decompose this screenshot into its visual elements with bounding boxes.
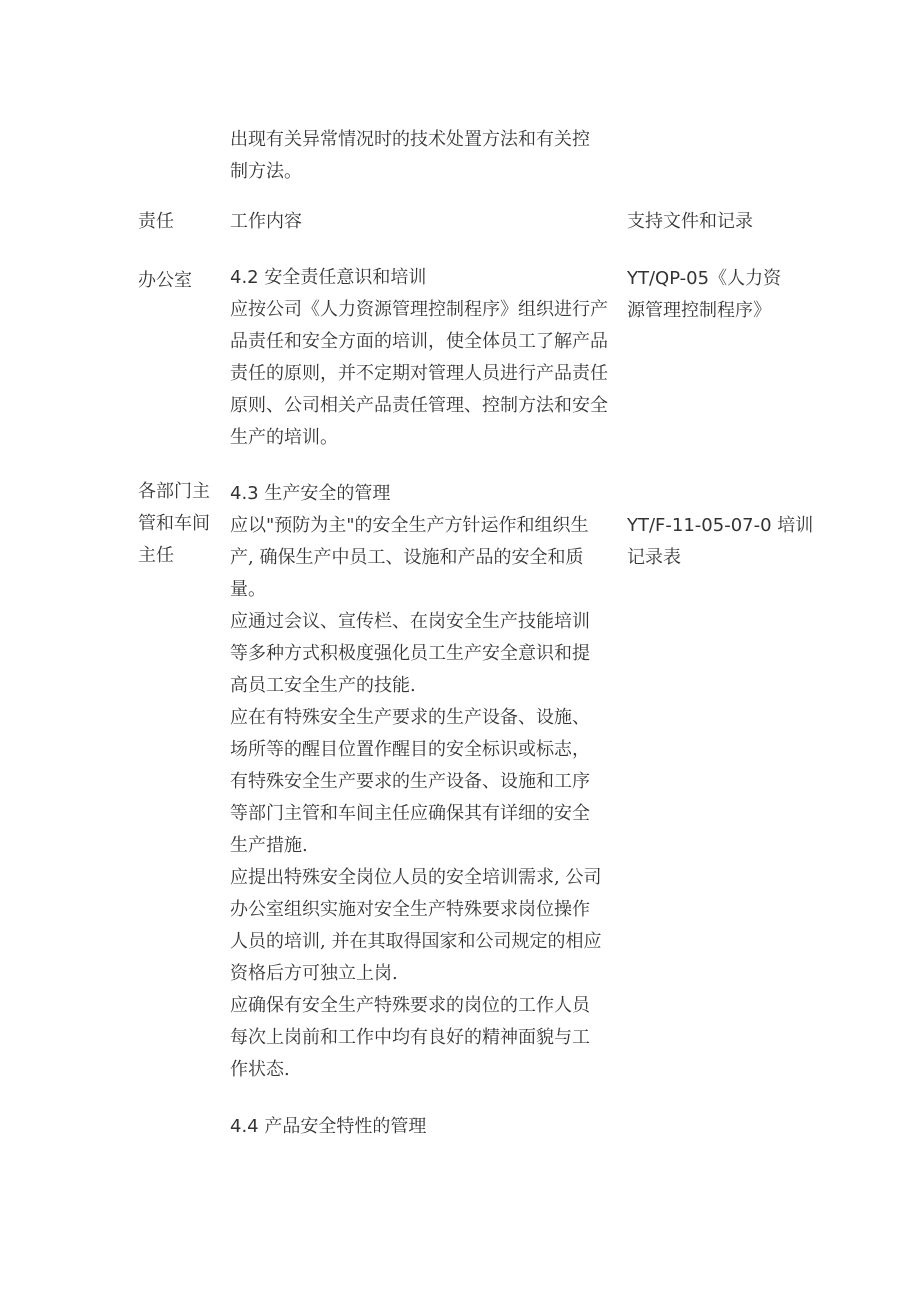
section-43-body-line: 应通过会议、宣传栏、在岗安全生产技能培训 — [230, 611, 590, 632]
section-42-doc — [627, 263, 781, 295]
header-responsibility: 责任 — [138, 211, 174, 232]
section-43-body-line: 生产措施. — [230, 835, 308, 856]
section-42-body-line: 应按公司《人力资源管理控制程序》组织进行产 — [230, 299, 608, 320]
section-43-body-line: 应在有特殊安全生产要求的生产设备、设施、 — [230, 707, 590, 728]
section-42-heading — [230, 262, 426, 294]
section-43-heading — [230, 478, 390, 510]
header-work-content: 工作内容 — [230, 211, 302, 232]
section-42-doc-line: 源管理控制程序》 — [627, 300, 771, 321]
section-42-heading-num: 4.2 — [230, 267, 259, 288]
section-43-body-line: 人员的培训, 并在其取得国家和公司规定的相应 — [230, 931, 602, 952]
section-43-doc — [627, 510, 813, 542]
section-42-heading-text: 安全责任意识和培训 — [264, 267, 427, 288]
section-43-heading-text: 生产安全的管理 — [264, 483, 391, 504]
section-43-responsibility-line: 管和车间 — [138, 513, 210, 534]
section-42-responsibility: 办公室 — [138, 270, 192, 291]
section-43-body-line: 产, 确保生产中员工、设施和产品的安全和质 — [230, 547, 584, 568]
section-42-doc-code: YT/QP-05 — [627, 268, 710, 289]
section-43-body-line: 量。 — [230, 579, 266, 600]
section-43-body-line: 应提出特殊安全岗位人员的安全培训需求, 公司 — [230, 867, 602, 888]
section-44-heading-num: 4.4 — [230, 1116, 259, 1137]
section-44-heading — [230, 1111, 426, 1143]
section-43-body-line: 等多种方式积极度强化员工生产安全意识和提 — [230, 643, 590, 664]
section-42-body-line: 品责任和安全方面的培训，使全体员工了解产品 — [230, 331, 608, 352]
section-42-doc-title: 《人力资 — [709, 268, 782, 289]
section-43-body-line: 等部门主管和车间主任应确保其有详细的安全 — [230, 803, 590, 824]
section-43-body-line: 资格后方可独立上岗. — [230, 963, 398, 984]
intro-line: 出现有关异常情况时的技术处置方法和有关控 — [230, 129, 590, 150]
section-43-body-line: 应以"预防为主"的安全生产方针运作和组织生 — [230, 515, 589, 536]
section-43-responsibility-line: 各部门主 — [138, 481, 210, 502]
section-42-body-line: 责任的原则，并不定期对管理人员进行产品责任 — [230, 363, 608, 384]
section-43-body-line: 场所等的醒目位置作醒目的安全标识或标志， — [230, 739, 590, 760]
section-43-heading-num: 4.3 — [230, 483, 259, 504]
section-43-doc-code: YT/F-11-05-07-0 — [627, 515, 772, 536]
header-documents: 支持文件和记录 — [627, 211, 753, 232]
section-44-heading-text: 产品安全特性的管理 — [264, 1116, 427, 1137]
section-43-body-line: 应确保有安全生产特殊要求的岗位的工作人员 — [230, 995, 590, 1016]
section-43-body-line: 高员工安全生产的技能. — [230, 675, 416, 696]
section-43-responsibility-line: 主任 — [138, 545, 174, 566]
section-42-body-line: 生产的培训。 — [230, 427, 338, 448]
section-43-body-line: 办公室组织实施对安全生产特殊要求岗位操作 — [230, 899, 590, 920]
section-43-doc-line: 记录表 — [627, 547, 681, 568]
section-43-body-line: 作状态. — [230, 1059, 290, 1080]
section-42-body-line: 原则、公司相关产品责任管理、控制方法和安全 — [230, 395, 608, 416]
section-43-body-line: 每次上岗前和工作中均有良好的精神面貌与工 — [230, 1027, 590, 1048]
section-43-body-line: 有特殊安全生产要求的生产设备、设施和工序 — [230, 771, 590, 792]
intro-line: 制方法。 — [230, 161, 302, 182]
section-43-doc-title: 培训 — [777, 515, 814, 536]
